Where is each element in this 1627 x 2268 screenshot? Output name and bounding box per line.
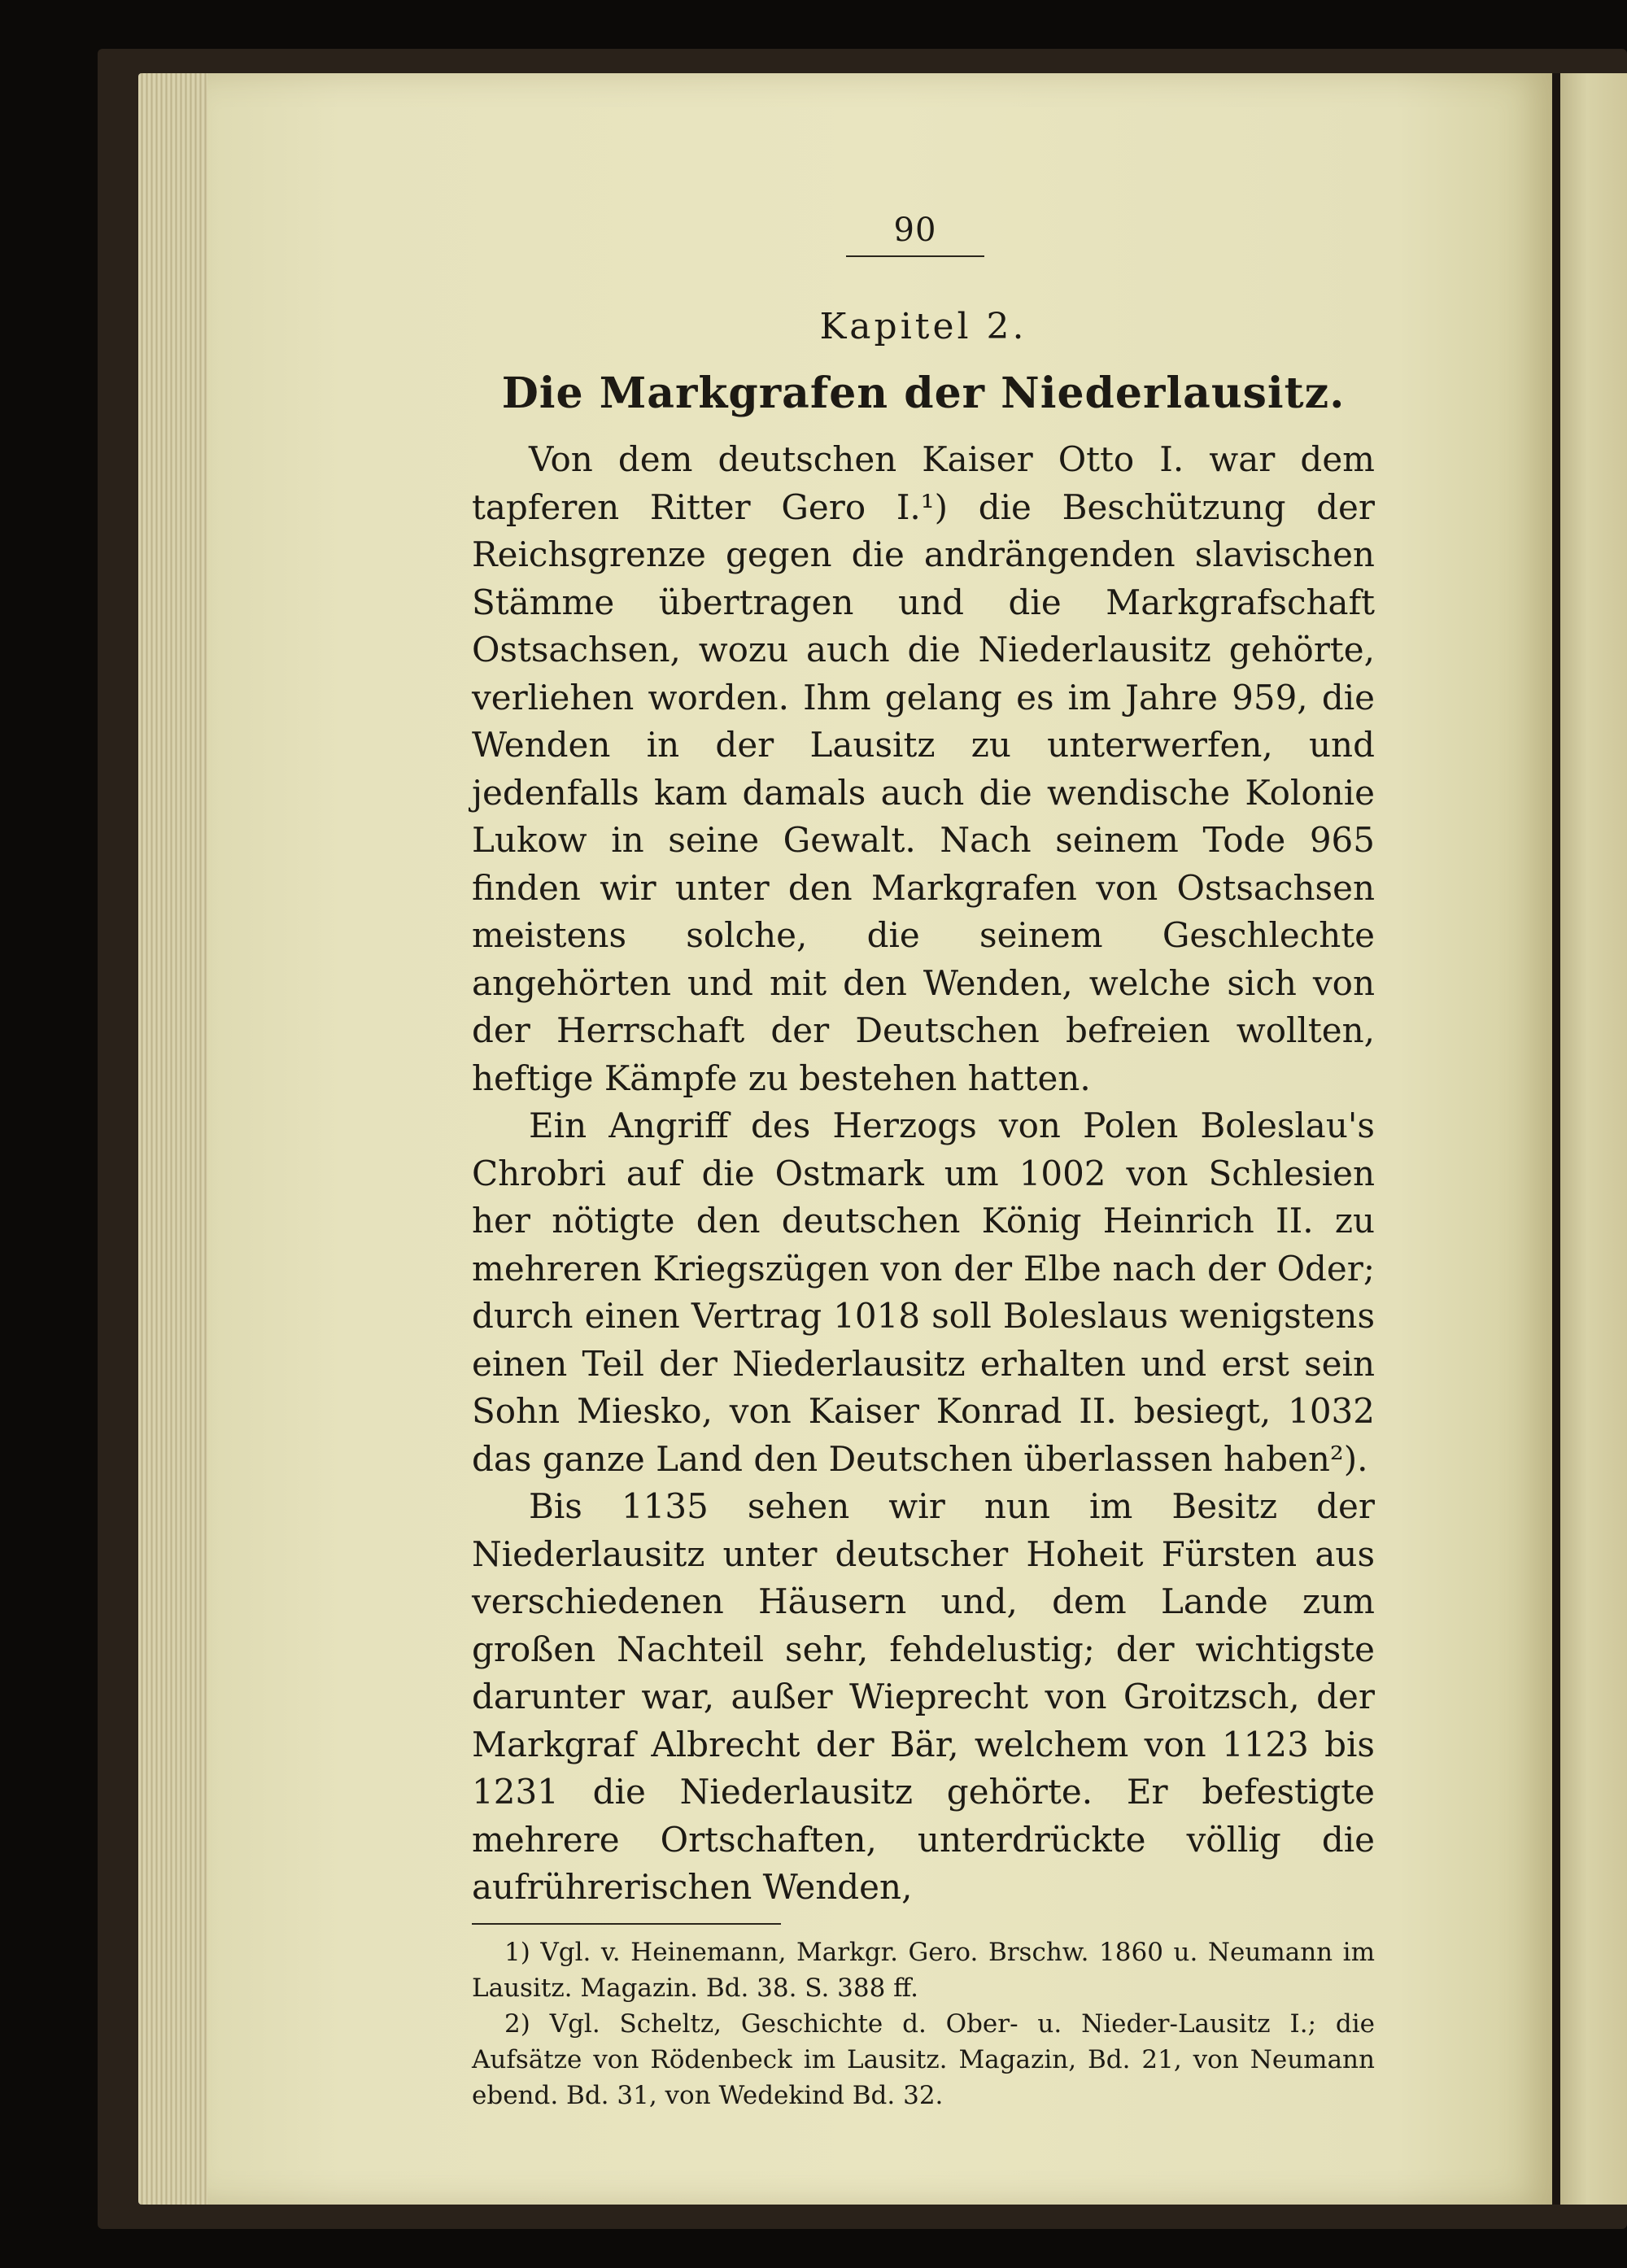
footnote-rule bbox=[472, 1923, 781, 1925]
page-edges bbox=[138, 73, 212, 2205]
page-content bbox=[472, 212, 1375, 2113]
body-text bbox=[472, 436, 1375, 1912]
footnote: 1) Vgl. v. Heinemann, Markgr. Gero. Brschw. 1860 u. Neumann im Lausitz. Magazin. Bd. 38. S. 388 ff. bbox=[472, 1937, 1375, 2003]
footnotes bbox=[472, 1934, 1375, 2113]
next-page-edge bbox=[1560, 73, 1627, 2205]
paragraph: Ein Angriff des Herzogs von Polen Boleslau's Chrobri auf die Ostmark um 1002 von Schlesien her nötigte den deutschen König Heinrich II. zu mehreren Kriegszügen von der Elbe nach der Oder; durch einen Vertrag 1018 soll Boleslaus wenigstens einen Teil der Niederlausitz erhalten und erst sein Sohn Miesko, von Kaiser Konrad II. besiegt, 1032 das ganze Land den Deutschen überlassen haben²). bbox=[472, 1106, 1375, 1479]
chapter-heading: Kapitel 2. bbox=[819, 306, 1027, 347]
paragraph: Von dem deutschen Kaiser Otto I. war dem tapferen Ritter Gero I.¹) die Beschützung der Reichsgrenze gegen die andrängenden slavischen Stämme übertragen und die Markgrafschaft Ostsachsen, wozu auch die Niederlausitz gehörte, verliehen worden. Ihm gelang es im Jahre 959, die Wenden in der Lausitz zu unterwerfen, und jedenfalls kam damals auch die wendische Kolonie Lukow in seine Gewalt. Nach seinem Tode 965 finden wir unter den Markgrafen von Ostsachsen meistens solche, die seinem Geschlechte angehörten und mit den Wenden, welche sich von der Herrschaft der Deutschen befreien wollten, heftige Kämpfe zu bestehen hatten. bbox=[472, 439, 1375, 1098]
paragraph: Bis 1135 sehen wir nun im Besitz der Niederlausitz unter deutscher Hoheit Fürsten aus verschiedenen Häusern und, dem Lande zum großen Nachteil sehr, fehdelustig; der wichtigste darunter war, außer Wieprecht von Groitzsch, der Markgraf Albrecht der Bär, welchem von 1123 bis 1231 die Niederlausitz gehörte. Er befestigte mehrere Ortschaften, unterdrückte völlig die aufrührerischen Wenden, bbox=[472, 1486, 1375, 1907]
chapter-title: Die Markgrafen der Niederlausitz. bbox=[501, 369, 1346, 418]
page-number: 90 bbox=[893, 212, 937, 249]
page-number-rule bbox=[846, 255, 984, 257]
footnote: 2) Vgl. Scheltz, Geschichte d. Ober- u. Nieder-Lausitz I.; die Aufsätze von Rödenbeck im Lausitz. Magazin, Bd. 21, von Neumann ebend. Bd. 31, von Wedekind Bd. 32. bbox=[472, 2008, 1375, 2110]
